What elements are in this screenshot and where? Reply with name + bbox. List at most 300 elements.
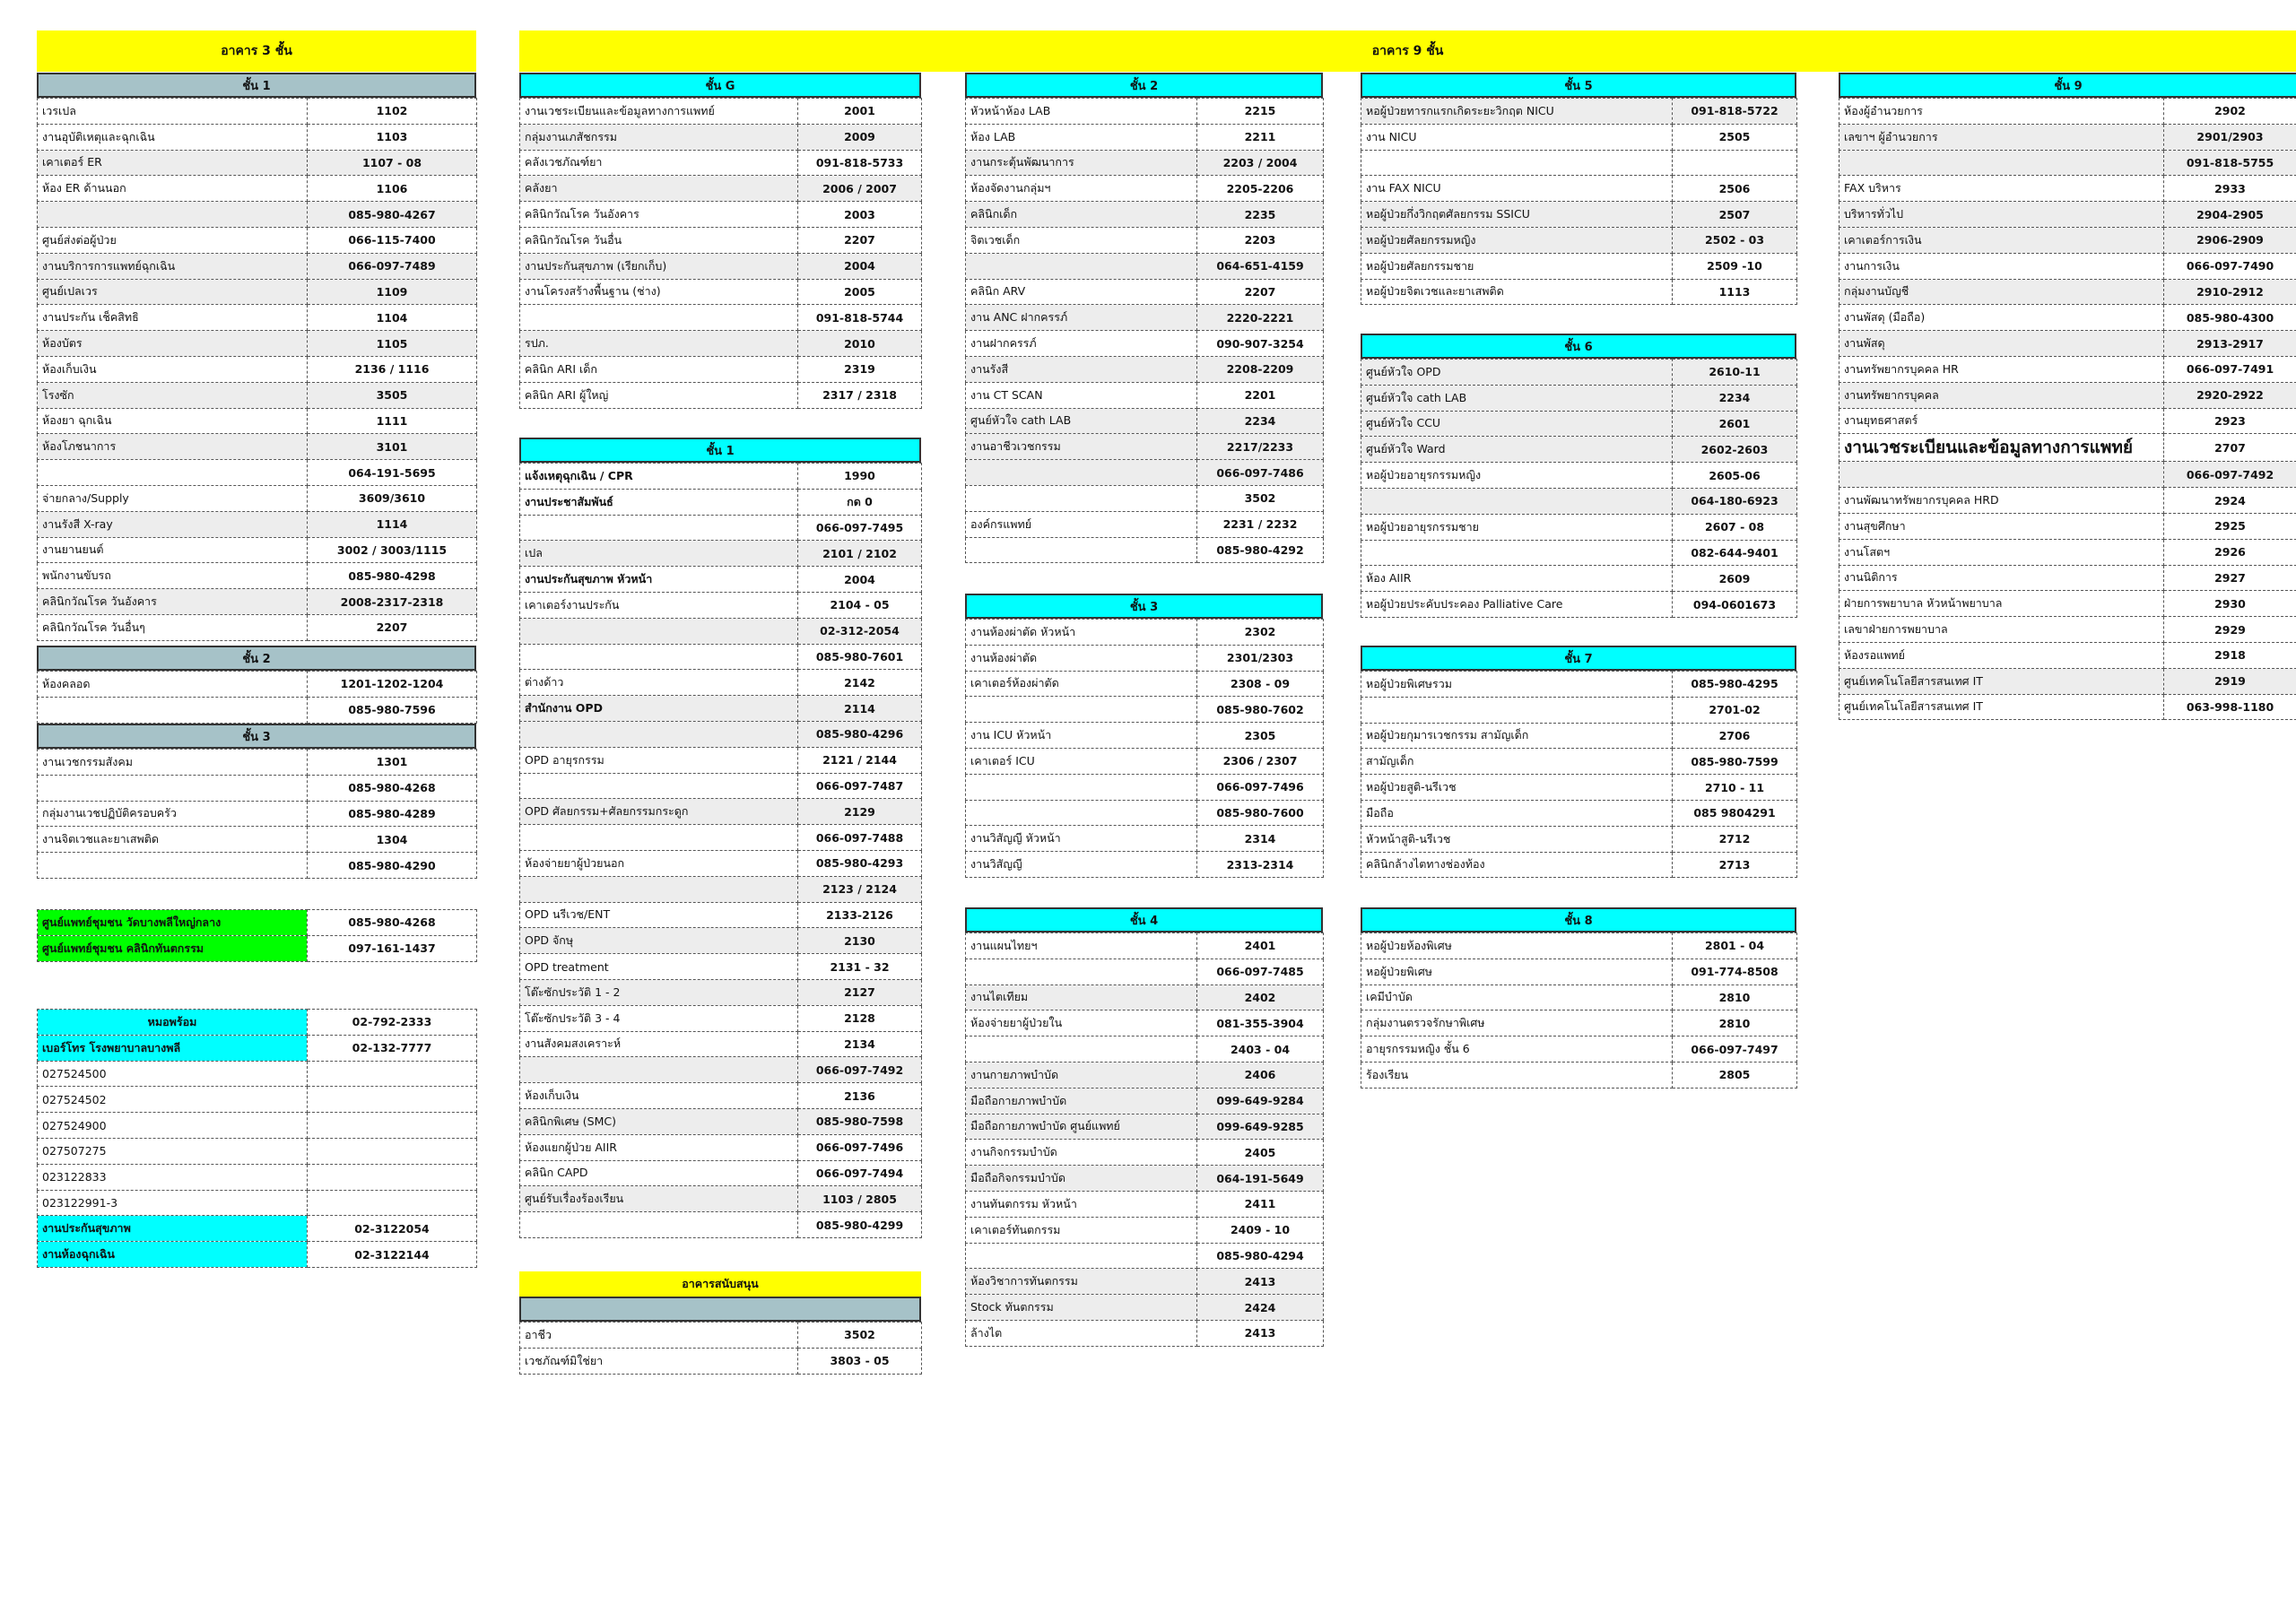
table-row (1361, 672, 1797, 698)
table-row (1361, 852, 1797, 878)
extension-number: 2201 (1197, 382, 1324, 408)
table-row (966, 958, 1324, 984)
extension-number: 090-907-3254 (1197, 331, 1324, 357)
extension-number: 3502 (798, 1323, 922, 1349)
extension-number: 3505 (308, 382, 477, 408)
extension-label: หอผู้ป่วยพิเศษ (1361, 958, 1673, 984)
table-row (1839, 124, 2296, 150)
extension-number: 2128 (798, 1005, 922, 1031)
table-row (520, 227, 922, 253)
extension-number: 2104 - 05 (798, 592, 922, 618)
b3-floor-2-table (37, 671, 477, 724)
extension-label: OPD จักษุ (520, 928, 798, 954)
floor-1-table (519, 463, 922, 1238)
table-row (966, 697, 1324, 723)
extension-number: 02-792-2333 (308, 1010, 477, 1036)
table-row (520, 124, 922, 150)
table-row (520, 99, 922, 125)
extension-label: หอผู้ป่วยประคับประคอง Palliative Care (1361, 592, 1673, 618)
extension-number: 2130 (798, 928, 922, 954)
table-row (1361, 800, 1797, 826)
table-row (966, 1010, 1324, 1037)
extension-label: งานเวชกรรมสังคม (38, 750, 308, 776)
extension-label: ศูนย์เปลเวร (38, 279, 308, 305)
extension-label: งานสุขศึกษา (1839, 513, 2164, 539)
extension-label: OPD ศัลยกรรม+ศัลยกรรมกระดูก (520, 799, 798, 825)
extension-number: 2906-2909 (2164, 227, 2296, 253)
extension-number: 2006 / 2007 (798, 176, 922, 202)
extension-number: 066-097-7497 (1673, 1037, 1797, 1063)
extension-number: 2231 / 2232 (1197, 511, 1324, 537)
extension-number: 2208-2209 (1197, 356, 1324, 382)
extension-label: มือถือกายภาพบำบัด ศูนย์แพทย์ (966, 1114, 1197, 1140)
table-row (1361, 592, 1797, 618)
extension-number: 066-097-7488 (798, 825, 922, 851)
extension-number: 2220-2221 (1197, 305, 1324, 331)
table-row (966, 1166, 1324, 1192)
b3-floor-2-header: ชั้น 2 (37, 646, 476, 671)
extension-label: โต๊ะซักประวัติ 1 - 2 (520, 979, 798, 1005)
extension-label: ห้องวิชาการทันตกรรม (966, 1269, 1197, 1295)
table-row (520, 305, 922, 331)
table-row (520, 644, 922, 670)
table-row (520, 176, 922, 202)
extension-number: 2913-2917 (2164, 331, 2296, 357)
table-row (1361, 826, 1797, 852)
table-row (966, 774, 1324, 800)
extension-label: งานพัสดุ (1839, 331, 2164, 357)
table-row (520, 902, 922, 928)
extension-label: เลขาฯ ผู้อำนวยการ (1839, 124, 2164, 150)
extension-number: 2203 (1197, 227, 1324, 253)
extension-label: ฝ่ายการพยาบาล หัวหน้าพยาบาล (1839, 591, 2164, 617)
extension-label: งานประกันสุขภาพ หัวหน้า (520, 567, 798, 593)
extension-number: 2136 (798, 1083, 922, 1109)
b3-floor-1-header: ชั้น 1 (37, 73, 476, 98)
table-row (1361, 933, 1797, 959)
extension-number (308, 1138, 477, 1164)
extension-label: ศูนย์รับเรื่องร้องเรียน (520, 1186, 798, 1212)
extension-number: 2234 (1673, 385, 1797, 411)
extension-number: 2207 (308, 614, 477, 640)
table-row (520, 954, 922, 980)
extension-number: 2413 (1197, 1320, 1324, 1346)
extension-number: 2810 (1673, 984, 1797, 1010)
extension-number: 2234 (1197, 408, 1324, 434)
floor-9-header: ชั้น 9 (1839, 73, 2296, 98)
extension-number: 1105 (308, 331, 477, 357)
table-row (1361, 385, 1797, 411)
extension-label (966, 485, 1197, 511)
table-row (1839, 305, 2296, 331)
extension-label: งาน ICU หัวหน้า (966, 723, 1197, 749)
extension-label: OPD นรีเวช/ENT (520, 902, 798, 928)
table-row (520, 850, 922, 876)
extension-label: งานรังสี (966, 356, 1197, 382)
floor-3-table (965, 619, 1324, 878)
extension-number: 1104 (308, 305, 477, 331)
extension-number: 082-644-9401 (1673, 540, 1797, 566)
table-row (966, 305, 1324, 331)
extension-number: 2413 (1197, 1269, 1324, 1295)
table-row (1839, 513, 2296, 539)
floor-6-table (1361, 359, 1797, 618)
extension-number: 2009 (798, 124, 922, 150)
extension-number: 2605-06 (1673, 463, 1797, 489)
table-row (38, 176, 477, 202)
table-row (966, 331, 1324, 357)
extension-number: 2403 - 04 (1197, 1037, 1324, 1063)
table-row (38, 614, 477, 640)
table-row (966, 485, 1324, 511)
extension-label: ห้องเก็บเงิน (520, 1083, 798, 1109)
floor-5-header: ชั้น 5 (1361, 73, 1796, 98)
table-row (38, 589, 477, 615)
table-row (1361, 723, 1797, 749)
table-row (520, 696, 922, 722)
extension-label: ศูนย์หัวใจ OPD (1361, 360, 1673, 386)
extension-number: 099-649-9284 (1197, 1088, 1324, 1114)
table-row (520, 382, 922, 408)
extension-number: 085-980-4293 (798, 850, 922, 876)
table-row (38, 672, 477, 698)
table-row (38, 1061, 477, 1087)
extension-label: หอผู้ป่วยอายุรกรรมชาย (1361, 514, 1673, 540)
extension-label: บริหารทั่วไป (1839, 202, 2164, 228)
extension-label (38, 853, 308, 879)
extension-number: 2114 (798, 696, 922, 722)
extension-number: 2401 (1197, 933, 1324, 959)
table-row (38, 434, 477, 460)
table-row (966, 933, 1324, 959)
extension-label: หอผู้ป่วยกึ่งวิกฤตศัลยกรรม SSICU (1361, 202, 1673, 228)
extension-label (1361, 540, 1673, 566)
table-row (966, 1320, 1324, 1346)
extension-number (1673, 150, 1797, 176)
table-row (520, 253, 922, 279)
extension-label: ห้องจ่ายยาผู้ป่วยนอก (520, 850, 798, 876)
extension-label: ห้องบัตร (38, 331, 308, 357)
table-row (520, 567, 922, 593)
extension-number: 085-980-4268 (308, 775, 477, 801)
extension-label: ร้องเรียน (1361, 1062, 1673, 1088)
table-row (1839, 253, 2296, 279)
extension-label (1361, 150, 1673, 176)
extension-label (520, 825, 798, 851)
table-row (966, 227, 1324, 253)
table-row (966, 434, 1324, 460)
extension-label (520, 1057, 798, 1083)
extension-label: เคาเตอร์งานประกัน (520, 592, 798, 618)
table-row (38, 775, 477, 801)
extension-number: 2305 (1197, 723, 1324, 749)
extension-label: ห้อง ER ด้านนอก (38, 176, 308, 202)
extension-label: หอผู้ป่วยศัลยกรรมชาย (1361, 253, 1673, 279)
extension-label: งานห้องฉุกเฉิน (38, 1242, 308, 1268)
table-row (520, 1134, 922, 1160)
extension-label: หัวหน้าห้อง LAB (966, 99, 1197, 125)
table-row (1839, 642, 2296, 668)
extension-number: 2203 / 2004 (1197, 150, 1324, 176)
extension-label (520, 305, 798, 331)
table-row (1361, 99, 1797, 125)
floor-5-table (1361, 98, 1797, 305)
table-row (966, 279, 1324, 305)
extension-label (38, 460, 308, 486)
b3-floor-3-table (37, 749, 477, 879)
table-row (1361, 437, 1797, 463)
table-row (520, 1108, 922, 1134)
table-row (966, 1217, 1324, 1243)
extension-label: คลินิกล้างไตทางช่องท้อง (1361, 852, 1673, 878)
extension-number: 2405 (1197, 1140, 1324, 1166)
table-row (966, 460, 1324, 486)
extension-label: งาน NICU (1361, 124, 1673, 150)
extension-number: 2319 (798, 356, 922, 382)
extension-number: 2127 (798, 979, 922, 1005)
table-row (966, 176, 1324, 202)
extension-number: 2411 (1197, 1191, 1324, 1217)
extension-label: งานนิติการ (1839, 565, 2164, 591)
extension-number: 2609 (1673, 566, 1797, 592)
extension-number: 2506 (1673, 176, 1797, 202)
extension-number: 2507 (1673, 202, 1797, 228)
extension-label: ห้องคลอด (38, 672, 308, 698)
extension-number: 2207 (1197, 279, 1324, 305)
extension-label: งานไตเทียม (966, 984, 1197, 1010)
extension-number: 1107 - 08 (308, 150, 477, 176)
table-row (1361, 984, 1797, 1010)
table-row (966, 984, 1324, 1010)
extension-label: ศูนย์แพทย์ชุมชน คลินิกทันตกรรม (38, 935, 308, 961)
extension-number: 2003 (798, 202, 922, 228)
table-row (966, 253, 1324, 279)
table-row (1361, 1062, 1797, 1088)
extension-label: ห้องเก็บเงิน (38, 356, 308, 382)
extension-number: 3101 (308, 434, 477, 460)
extension-label (520, 1212, 798, 1238)
extension-label: หัวหน้าสูติ-นรีเวช (1361, 826, 1673, 852)
table-row (520, 1348, 922, 1374)
extension-label: 027524900 (38, 1113, 308, 1139)
table-row (38, 935, 477, 961)
floor-2-table (965, 98, 1324, 563)
table-row (966, 150, 1324, 176)
extension-number: 3002 / 3003/1115 (308, 537, 477, 563)
extension-label: 027524500 (38, 1061, 308, 1087)
extension-number: 2302 (1197, 620, 1324, 646)
table-row (966, 1140, 1324, 1166)
extension-label: มือถือกายภาพบำบัด (966, 1088, 1197, 1114)
extension-number: 2129 (798, 799, 922, 825)
extension-label: งานทรัพยากรบุคคล HR (1839, 356, 2164, 382)
table-row (1361, 566, 1797, 592)
extension-number: 2205-2206 (1197, 176, 1324, 202)
table-row (1839, 331, 2296, 357)
extension-label: หอผู้ป่วยศัลยกรรมหญิง (1361, 227, 1673, 253)
extension-label: 023122833 (38, 1164, 308, 1190)
extension-number: 085-980-4290 (308, 853, 477, 879)
extension-label: จิตเวชเด็ก (966, 227, 1197, 253)
extension-label (966, 800, 1197, 826)
table-row (1361, 227, 1797, 253)
floor-6-header: ชั้น 6 (1361, 334, 1796, 359)
extension-label (520, 773, 798, 799)
extension-label: กลุ่มงานเภสัชกรรม (520, 124, 798, 150)
extension-number: 085-980-4296 (798, 721, 922, 747)
table-row (520, 1186, 922, 1212)
extension-label: องค์กรแพทย์ (966, 511, 1197, 537)
table-row (966, 748, 1324, 774)
extension-number: 2926 (2164, 539, 2296, 565)
table-row (38, 356, 477, 382)
extension-number: 1109 (308, 279, 477, 305)
table-row (38, 1035, 477, 1061)
extension-number: 2918 (2164, 642, 2296, 668)
extension-label: งานบริการการแพทย์ฉุกเฉิน (38, 253, 308, 279)
extension-number: 091-774-8508 (1673, 958, 1797, 984)
extension-number: 1102 (308, 99, 477, 125)
extension-label (966, 460, 1197, 486)
extension-label: เคาเตอร์ห้องผ่าตัด (966, 671, 1197, 697)
extension-label: งานห้องผ่าตัด หัวหน้า (966, 620, 1197, 646)
extension-label: ศูนย์เทคโนโลยีสารสนเทศ IT (1839, 694, 2164, 720)
floor-4-header: ชั้น 4 (965, 907, 1323, 932)
extension-number: 2133-2126 (798, 902, 922, 928)
table-row (38, 253, 477, 279)
extension-label: จ่ายกลาง/Supply (38, 485, 308, 511)
extension-number: 091-818-5722 (1673, 99, 1797, 125)
extension-label: แจ้งเหตุฉุกเฉิน / CPR (520, 464, 798, 490)
extension-number: 066-115-7400 (308, 227, 477, 253)
extension-number: 081-355-3904 (1197, 1010, 1324, 1037)
extension-number (308, 1164, 477, 1190)
extension-label: งานฝากครรภ์ (966, 331, 1197, 357)
extension-label: อาชีว (520, 1323, 798, 1349)
extension-number: 2602-2603 (1673, 437, 1797, 463)
table-row (1361, 176, 1797, 202)
extension-number: 2306 / 2307 (1197, 748, 1324, 774)
extension-number: 085-980-7600 (1197, 800, 1324, 826)
extension-number: 1113 (1673, 279, 1797, 305)
table-row (38, 801, 477, 827)
extension-number: 085-980-7602 (1197, 697, 1324, 723)
table-row (520, 747, 922, 773)
extension-number: 2010 (798, 331, 922, 357)
extension-label: งานประกันสุขภาพ (เรียกเก็บ) (520, 253, 798, 279)
table-row (966, 382, 1324, 408)
extension-label (966, 1037, 1197, 1063)
table-row (966, 723, 1324, 749)
extension-label: ห้องยา ฉุกเฉิน (38, 408, 308, 434)
table-row (1839, 408, 2296, 434)
floor-7-header: ชั้น 7 (1361, 646, 1796, 671)
extension-number: 2925 (2164, 513, 2296, 539)
table-row (38, 150, 477, 176)
extension-number: 3803 - 05 (798, 1348, 922, 1374)
table-row (1839, 591, 2296, 617)
extension-number: 066-097-7492 (798, 1057, 922, 1083)
extension-label: รปภ. (520, 331, 798, 357)
table-row (520, 1057, 922, 1083)
table-row (520, 825, 922, 851)
table-row (966, 620, 1324, 646)
extension-label: ห้องแยกผู้ป่วย AIIR (520, 1134, 798, 1160)
extension-number: 2910-2912 (2164, 279, 2296, 305)
table-row (1361, 150, 1797, 176)
extension-number: 2004 (798, 567, 922, 593)
extension-label: คลังเวชภัณฑ์ยา (520, 150, 798, 176)
extension-number: 2211 (1197, 124, 1324, 150)
extension-number: 2101 / 2102 (798, 541, 922, 567)
table-row (520, 592, 922, 618)
extension-label: งานยานยนต์ (38, 537, 308, 563)
extension-label (520, 721, 798, 747)
table-row (520, 618, 922, 644)
table-row (1361, 124, 1797, 150)
table-row (520, 670, 922, 696)
table-row (520, 773, 922, 799)
extension-label: หมอพร้อม (38, 1010, 308, 1036)
extension-number: 2706 (1673, 723, 1797, 749)
table-row (520, 356, 922, 382)
extension-number: 066-097-7485 (1197, 958, 1324, 984)
extension-number: 2131 - 32 (798, 954, 922, 980)
extension-label: เคาเตอร์ทันตกรรม (966, 1217, 1197, 1243)
extension-label (1839, 150, 2164, 176)
extension-label: หอผู้ป่วยจิตเวชและยาเสพติด (1361, 279, 1673, 305)
extension-label: เวชภัณฑ์มิใช่ยา (520, 1348, 798, 1374)
floor-2-header: ชั้น 2 (965, 73, 1323, 98)
floor-3-header: ชั้น 3 (965, 594, 1323, 619)
extension-number: 2301/2303 (1197, 645, 1324, 671)
extension-number: 3502 (1197, 485, 1324, 511)
extension-label: ศูนย์หัวใจ CCU (1361, 411, 1673, 437)
table-row (1361, 697, 1797, 723)
extension-label: กลุ่มงานเวชปฏิบัติครอบครัว (38, 801, 308, 827)
extension-number: 02-132-7777 (308, 1035, 477, 1061)
extension-label: หอผู้ป่วยกุมารเวชกรรม สามัญเด็ก (1361, 723, 1673, 749)
table-row (1839, 434, 2296, 462)
extension-label: ห้องโภชนาการ (38, 434, 308, 460)
table-row (1361, 463, 1797, 489)
extension-label: คลินิกเด็ก (966, 202, 1197, 228)
table-row (520, 1031, 922, 1057)
table-row (966, 1114, 1324, 1140)
extension-label: คลินิก CAPD (520, 1160, 798, 1186)
extension-label: FAX บริหาร (1839, 176, 2164, 202)
table-row (38, 408, 477, 434)
table-row (520, 279, 922, 305)
table-row (38, 382, 477, 408)
floor-g-header: ชั้น G (519, 73, 921, 98)
table-row (520, 928, 922, 954)
extension-number: 2502 - 03 (1673, 227, 1797, 253)
extension-label: คลินิก ARI เด็ก (520, 356, 798, 382)
extension-label: งานรังสี X-ray (38, 511, 308, 537)
table-row (1839, 539, 2296, 565)
extension-number: 2920-2922 (2164, 382, 2296, 408)
table-row (520, 721, 922, 747)
extension-number: 2308 - 09 (1197, 671, 1324, 697)
floor-7-table (1361, 671, 1797, 878)
extension-number: 2004 (798, 253, 922, 279)
extension-number: 2134 (798, 1031, 922, 1057)
table-row (38, 99, 477, 125)
extension-number: 2805 (1673, 1062, 1797, 1088)
table-row (1361, 360, 1797, 386)
table-row (1839, 150, 2296, 176)
